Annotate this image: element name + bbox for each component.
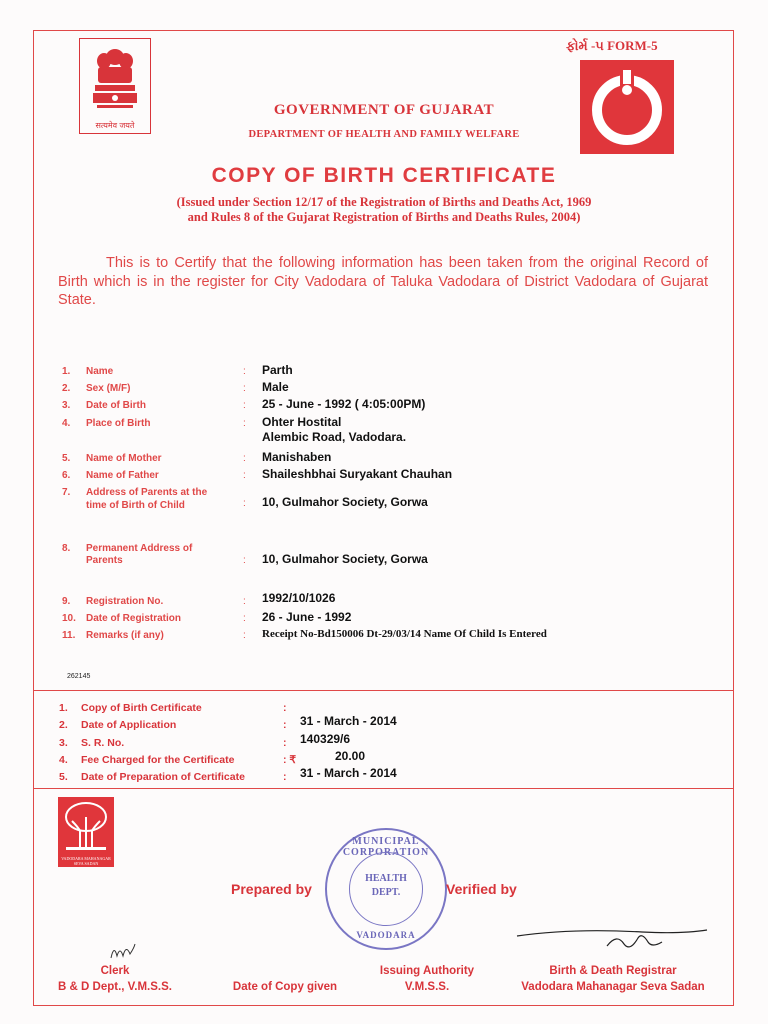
field-value-line-2: Alembic Road, Vadodara. [262, 430, 407, 444]
field-label: Name of Mother [86, 453, 162, 464]
issued-under-text [0, 195, 768, 225]
field-label: Sex (M/F) [86, 383, 131, 394]
clerk-label: Clerk [100, 965, 130, 977]
certificate-page: सत्यमेव जयते ફોર્મ -૫ FORM-5 GOVERNMENT OF GUJARAT DEPARTMENT OF HEALTH AND FAMILY WELFARE COPY OF BIRTH CERTIFICATE (Issued under Section 12/17 of the Registration of Births and Deaths Act, 1969 and Rules 8 of the Gujarat Registration of Births and Deaths Rules, 2004) This is to Certify that the following information has been taken from the original Record of Birth which is in the register for City Vadodara of Taluka Vadodara of District Vadodara of Gujarat State. 1. Name : Parth 2. Sex (M/F) : Male 3. Date of Birth : 25 - June - 1992 ( 4:05:00PM) 4. Place of Birth : Ohter Hostital Alembic Road, Vadodara. 5. Name of Mother : Manishaben 6. Name of Father : Shaileshbhai Suryakant Chauhan 7. Address of Parents at the time of Birth of Child : 10, Gulmahor Society, Gorwa 8. Permanent Address of Parents : 10, Gulmahor Society, Gorwa 9. Registration No. : 1992/10/1026 10. Date of Registration : 26 - June - 1992 11. Remarks (if any) : Receipt No-Bd150006 Dt-29/03/14 Name Of Child Is Entered 262145 1. Copy of Birth Certificate : 2. Date of Application : 31 - March - 2014 3. S. R. No. : 140329/6 4. Fee Charged for the Certificate : ₹ 20.00 5. Date of Preparation of Certificate : 31 - March - 2014 VADODARA MAHANAGAR SEVA SADAN MUNICIPAL CORPORATION HEALTH DEPT. VADODARA Prepared by Verified by Clerk B & D Dept., V.M.S.S. Date of Copy given Issuing Authority V.M.S.S. Birth & Death Registrar Vadodara Mahanagar Seva Sadan [0, 0, 768, 1024]
issued-line-2: and Rules 8 of the Gujarat Registration of Births and Deaths Rules, 2004) [187, 210, 581, 224]
copy-value: 31 - March - 2014 [300, 766, 397, 780]
stamp-outer-text: MUNICIPAL CORPORATION [342, 836, 430, 858]
copy-label: Copy of Birth Certificate [81, 702, 202, 714]
copy-label: Fee Charged for the Certificate [81, 754, 235, 766]
department-title: DEPARTMENT OF HEALTH AND FAMILY WELFARE [248, 129, 520, 140]
stamp-bottom-text: VADODARA [356, 930, 416, 940]
field-value: 26 - June - 1992 [262, 610, 352, 624]
copy-value: 20.00 [335, 749, 366, 763]
field-label-line-2: time of Birth of Child [86, 500, 185, 511]
issuing-authority-dept: V.M.S.S. [404, 981, 450, 993]
field-label: Date of Birth [86, 400, 146, 411]
copy-date-label: Date of Copy given [232, 981, 338, 993]
copy-value: 140329/6 [300, 732, 351, 746]
field-label: Registration No. [86, 596, 164, 607]
national-emblem [79, 38, 151, 134]
copy-label: Date of Application [81, 719, 177, 731]
emblem-caption: सत्यमेव जयते [95, 121, 135, 130]
field-value: Male [262, 380, 289, 394]
field-label: Place of Birth [86, 418, 151, 429]
verified-by-label: Verified by [446, 881, 517, 897]
copy-label: S. R. No. [81, 737, 125, 749]
registrar-org: Vadodara Mahanagar Seva Sadan [521, 981, 705, 993]
form-number: ફોર્મ -૫ FORM-5 [566, 38, 658, 53]
stamp-inner-line-1: HEALTH [365, 873, 407, 884]
field-value: 10, Gulmahor Society, Gorwa [262, 495, 428, 509]
field-value: 25 - June - 1992 ( 4:05:00PM) [262, 397, 426, 411]
clerk-dept: B & D Dept., V.M.S.S. [58, 981, 172, 993]
field-value: 10, Gulmahor Society, Gorwa [262, 552, 428, 566]
field-label-line-2: Parents [86, 555, 123, 566]
field-value: Receipt No-Bd150006 Dt-29/03/14 Name Of Child Is Entered [262, 628, 547, 640]
clerk-initials [108, 940, 138, 962]
section-divider-bottom [33, 788, 734, 789]
field-value: Ohter Hostital [262, 415, 342, 429]
field-label: Date of Registration [86, 613, 182, 624]
field-label: Permanent Address of [86, 543, 193, 554]
municipal-stamp [325, 828, 447, 950]
issuing-authority-label: Issuing Authority [379, 965, 475, 977]
field-label: Remarks (if any) [86, 630, 164, 641]
government-title: GOVERNMENT OF GUJARAT [273, 102, 495, 118]
field-label: Name [86, 366, 114, 377]
vmc-logo [58, 797, 114, 867]
field-value: Manishaben [262, 450, 332, 464]
certificate-title: COPY OF BIRTH CERTIFICATE [211, 164, 557, 187]
serial-number: 262145 [67, 673, 91, 680]
issuing-authority-block [352, 963, 502, 995]
copy-value: 31 - March - 2014 [300, 714, 397, 728]
issued-line-1: (Issued under Section 12/17 of the Registration of Births and Deaths Act, 1969 [176, 195, 592, 209]
field-label: Address of Parents at the [86, 487, 208, 498]
vmc-logo-caption: VADODARA MAHANAGAR SEVA SADAN [61, 856, 111, 866]
registrar-label: Birth & Death Registrar [549, 965, 677, 977]
section-divider-top [33, 690, 734, 691]
stamp-inner-line-2: DEPT. [371, 887, 401, 898]
field-value: Shaileshbhai Suryakant Chauhan [262, 467, 453, 481]
clerk-signature-block [40, 963, 190, 995]
field-label: Name of Father [86, 470, 159, 481]
prepared-by-label: Prepared by [231, 881, 312, 897]
certify-paragraph: This is to Certify that the following information has been taken from the original Record of Birth which is in the register for City Vadodara of Taluka Vadodara of District Vadodara of Gujarat State. [58, 255, 708, 308]
field-value: Parth [262, 363, 293, 377]
copy-label: Date of Preparation of Certificate [81, 771, 245, 783]
registrar-block [508, 963, 718, 995]
field-value: 1992/10/1026 [262, 591, 336, 605]
registrar-signature [512, 918, 712, 958]
tree-logo-icon [58, 797, 114, 853]
